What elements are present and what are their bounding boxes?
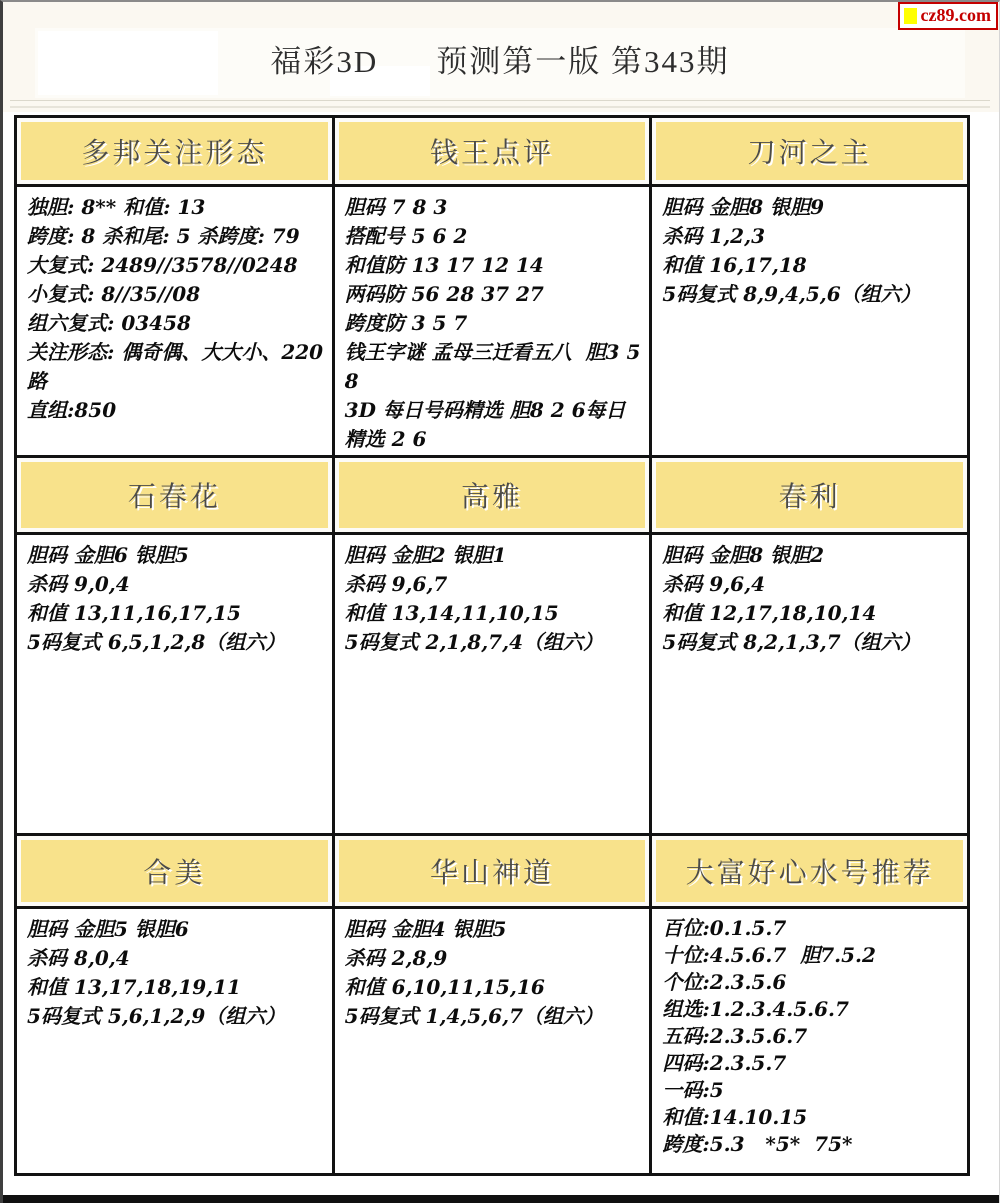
panel-line: 和值 6,10,11,15,16: [344, 975, 545, 999]
board-row-1: [17, 118, 967, 455]
panel-content: [335, 187, 650, 455]
panel-content: [17, 187, 332, 455]
panel-line: 五码:2.3.5.6.7: [662, 1024, 808, 1048]
panel-line: 杀码 9,0,4: [27, 572, 130, 596]
panel-line: 3D 每日号码精选 胆8 2 6每日精选 2 6: [344, 398, 626, 451]
panel-title: 钱王点评: [339, 122, 646, 180]
panel-line: 和值 13,11,16,17,15: [27, 601, 241, 625]
panel-line: 关注形态: 偶奇偶、大大小、220路: [27, 340, 324, 393]
panel-title: 多邦关注形态: [21, 122, 328, 180]
panel-line: 胆码 金胆2 银胆1: [344, 543, 507, 567]
panel-title: 石春花: [21, 462, 328, 528]
logo-square-icon: [904, 8, 917, 24]
page-title-left: 福彩3D: [270, 44, 379, 79]
panel-title: 大富好心水号推荐: [656, 840, 963, 902]
panel-line: 和值 13,17,18,19,11: [27, 975, 241, 999]
panel-line: 杀码 1,2,3: [662, 224, 765, 248]
panel-line: 5码复式 8,2,1,3,7（组六）: [662, 630, 921, 654]
panel-huashanshendao: [332, 836, 650, 1173]
panel-content: [652, 909, 967, 1173]
panel-line: 和值:14.10.15: [662, 1105, 808, 1129]
panel-line: 钱王字谜 孟母三迁看五八 胆3 5 8: [344, 340, 648, 393]
panel-title: 合美: [21, 840, 328, 902]
panel-line: 四码:2.3.5.7: [662, 1051, 787, 1075]
panel-content: [17, 535, 332, 833]
panel-line: 杀码 8,0,4: [27, 946, 130, 970]
prediction-board: [14, 115, 970, 1176]
panel-daohezhizhu: [649, 118, 967, 455]
panel-line: [345, 454, 642, 455]
panel-duobang: [17, 118, 332, 455]
title-separator: [10, 100, 990, 101]
panel-shichunhua: [17, 458, 332, 833]
panel-line: 一码:5: [662, 1078, 724, 1102]
panel-dafuhao: [649, 836, 967, 1173]
panel-line: 和值 16,17,18: [662, 253, 807, 277]
panel-gaoya: [332, 458, 650, 833]
panel-qianwang: [332, 118, 650, 455]
panel-line: 跨度: 8 杀和尾: 5 杀跨度: 79: [27, 224, 300, 248]
panel-line: 5码复式 1,4,5,6,7（组六）: [344, 1004, 603, 1028]
board-row-2: [17, 455, 967, 833]
page-title: [35, 36, 965, 81]
panel-line: 杀码 9,6,4: [662, 572, 765, 596]
panel-line: 跨度防 3 5 7: [344, 311, 468, 335]
panel-line: 和值防 13 17 12 14: [344, 253, 544, 277]
panel-line: 跨度:5.3 *5* 75*: [662, 1132, 853, 1156]
panel-line: 胆码 金胆6 银胆5: [27, 543, 189, 567]
panel-line: 搭配号 5 6 2: [344, 224, 468, 248]
title-separator-2: [10, 106, 990, 108]
panel-content: [17, 909, 332, 1173]
panel-chunli: [649, 458, 967, 833]
panel-title: 春利: [656, 462, 963, 528]
panel-line: 和值 13,14,11,10,15: [344, 601, 559, 625]
panel-line: 胆码 金胆4 银胆5: [344, 917, 507, 941]
panel-line: 胆码 金胆8 银胆2: [662, 543, 825, 567]
panel-line: 小复式: 8//35//08: [27, 282, 201, 306]
masthead: [35, 28, 965, 98]
panel-line: 直组:850: [27, 398, 117, 422]
panel-line: 十位:4.5.6.7 胆7.5.2: [662, 943, 876, 967]
page-title-right: 预测第一版 第343期: [436, 44, 730, 79]
panel-line: 胆码 金胆5 银胆6: [27, 917, 189, 941]
panel-line: 杀码 9,6,7: [344, 572, 448, 596]
panel-content: [335, 535, 650, 833]
panel-line: 5码复式 8,9,4,5,6（组六）: [662, 282, 921, 306]
panel-title: 刀河之主: [656, 122, 963, 180]
panel-line: 组六复式: 03458: [27, 311, 191, 335]
panel-content: [652, 535, 967, 833]
site-logo-link[interactable]: [898, 2, 998, 30]
panel-title: 高雅: [339, 462, 646, 528]
panel-line: 5码复式 2,1,8,7,4（组六）: [344, 630, 603, 654]
panel-line: 5码复式 6,5,1,2,8（组六）: [27, 630, 286, 654]
panel-line: 5码复式 5,6,1,2,9（组六）: [27, 1004, 286, 1028]
panel-content: [335, 909, 650, 1173]
panel-content: [652, 187, 967, 455]
panel-line: 个位:2.3.5.6: [662, 970, 787, 994]
panel-line: 独胆: 8** 和值: 13: [27, 195, 206, 219]
panel-line: 大复式: 2489//3578//0248: [27, 253, 298, 277]
masthead-zone: [0, 0, 1000, 112]
panel-line: 两码防 56 28 37 27: [344, 282, 544, 306]
bottom-edge-bar: [0, 1195, 1000, 1203]
site-logo-text: cz89.com: [920, 5, 991, 25]
panel-line: 胆码 7 8 3: [344, 195, 448, 219]
board-row-3: [17, 833, 967, 1173]
panel-hemei: [17, 836, 332, 1173]
panel-line: 百位:0.1.5.7: [662, 916, 787, 940]
panel-line: 和值 12,17,18,10,14: [662, 601, 877, 625]
panel-title: 华山神道: [339, 840, 646, 902]
panel-line: 组选:1.2.3.4.5.6.7: [662, 997, 849, 1021]
panel-line: 胆码 金胆8 银胆9: [662, 195, 825, 219]
panel-line: 杀码 2,8,9: [344, 946, 448, 970]
